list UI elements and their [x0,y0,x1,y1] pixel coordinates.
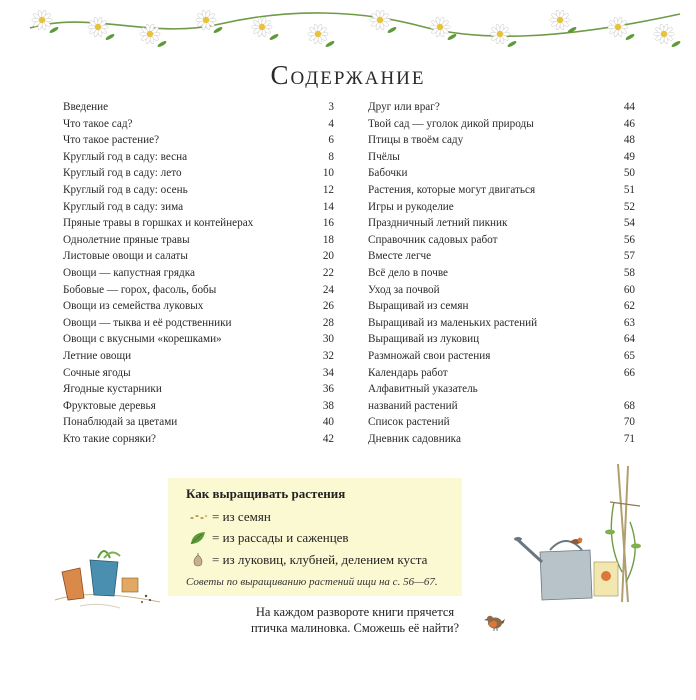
toc-entry [63,331,334,348]
toc-entry [63,398,334,415]
page-title: Содержание [270,60,426,90]
toc-entry-title: Летние овощи [63,349,132,362]
toc-entry [368,149,635,166]
toc-entry [63,248,334,265]
toc-entry-title: Растения, которые могут двигаться [368,183,536,196]
seedling-leaf-icon [188,531,208,545]
toc-entry [368,431,635,448]
toc-entry-title: Выращивай из маленьких растений [368,316,538,329]
toc-entry-page: 58 [623,266,635,279]
daisy-flower-icon [88,17,115,41]
daisy-flower-icon [430,17,457,41]
toc-entry-page: 63 [623,316,635,329]
seeds-icon [188,510,208,524]
toc-entry-page: 46 [623,117,635,130]
daisy-flower-icon [32,10,59,34]
toc-entry [368,116,635,133]
toc-entry-page: 50 [623,167,635,180]
toc-entry [368,248,635,265]
toc-entry-title: Овощи — тыква и её родственники [63,316,232,329]
toc-entry [368,282,635,299]
legend-item-seedlings-text: = из рассады и саженцев [212,530,349,545]
daisy-garland-illustration [0,0,696,60]
toc-entry-title: Введение [63,101,109,113]
toc-entry-title: Список растений [368,416,450,429]
toc-entry [368,381,635,398]
toc-entry-page: 36 [322,383,334,396]
toc-entry-page: 18 [322,233,334,246]
toc-entry-title: Вместе легче [368,250,432,263]
bulb-icon [188,553,208,567]
robin-note-line-1: На каждом развороте книги прячется [255,605,455,619]
toc-entry-title: Что такое растение? [63,134,160,147]
toc-entry [63,298,334,315]
toc-entry-title: Круглый год в саду: весна [63,150,188,163]
legend-item-seeds [188,509,271,525]
toc-entry-title: Овощи с вкусными «корешками» [63,333,222,346]
toc-entry [63,232,334,249]
toc-entry-title: Дневник садовника [368,432,461,445]
toc-entry-title: названий растений [368,399,458,412]
daisy-flower-icon [608,17,635,41]
toc-entry-page: 30 [322,333,334,346]
toc-entry-title: Кто такие сорняки? [63,432,157,445]
toc-entry-title: Листовые овощи и салаты [63,250,188,263]
toc-entry [63,414,334,431]
toc-entry-title: Фруктовые деревья [63,399,156,412]
toc-entry [63,116,334,133]
toc-entry-page: 44 [623,101,635,113]
daisy-flower-icon [308,24,335,48]
toc-entry-title: Размножай свои растения [368,349,491,362]
toc-entry [63,365,334,382]
toc-entry-title: Бобовые — горох, фасоль, бобы [63,283,217,296]
toc-entry [368,182,635,199]
toc-entry-title: Выращивай из семян [368,300,469,313]
toc-entry-page: 52 [623,200,635,213]
toc-entry-title: Ягодные кустарники [63,383,162,396]
toc-entry-page: 65 [623,349,635,362]
legend-note: Советы по выращиванию растений ищи на с. 56—67. [186,576,438,588]
toc-entry [63,132,334,149]
toc-entry [63,165,334,182]
toc-entry-page: 56 [623,233,635,246]
legend-item-bulbs-text: = из луковиц, клубней, делением куста [212,552,428,567]
toc-entry-page: 49 [623,150,635,163]
toc-entry-page: 71 [623,432,635,445]
toc-entry-page: 10 [322,167,334,180]
toc-entry-page: 66 [623,366,635,379]
toc-entry-title: Уход за почвой [368,283,440,296]
toc-entry [368,348,635,365]
toc-entry-title: Овощи из семейства луковых [63,300,204,313]
daisy-flower-icon [252,17,279,41]
toc-entry-page: 4 [328,117,334,130]
toc-entry-title: Бабочки [368,167,408,180]
toc-entry-page: 57 [623,250,635,263]
toc-entry-page: 26 [322,300,334,313]
toc-entry [63,215,334,232]
toc-entry [63,431,334,448]
toc-entry-page: 70 [623,416,635,429]
toc-entry-page: 62 [623,300,635,313]
toc-entry-title: Пчёлы [368,150,400,163]
toc-entry-title: Круглый год в саду: зима [63,200,184,213]
toc-entry [63,381,334,398]
robin-note-line-2: птичка малиновка. Сможешь её найти? [250,621,460,635]
toc-entry [368,298,635,315]
toc-entry-title: Игры и рукоделие [368,200,454,213]
toc-entry-page: 28 [322,316,334,329]
legend-title: Как выращивать растения [186,486,346,501]
toc-entry [63,99,334,116]
robin-bird-icon [484,610,506,632]
toc-entry-page: 22 [322,266,334,279]
toc-entry-page: 12 [322,183,334,196]
toc-entry-page: 24 [322,283,334,296]
toc-entry [368,265,635,282]
toc-entry-page: 20 [322,250,334,263]
toc-entry-page: 48 [623,134,635,147]
toc-entry [368,414,635,431]
toc-entry-title: Справочник садовых работ [368,233,498,246]
toc-entry [63,265,334,282]
toc-entry-title: Круглый год в саду: осень [63,183,188,196]
toc-entry-page: 8 [328,150,334,163]
toc-entry-title: Понаблюдай за цветами [63,416,178,429]
legend-item-seedlings [188,530,349,546]
toc-entry-page: 40 [322,416,334,429]
toc-entry-page: 34 [322,366,334,379]
toc-entry [63,348,334,365]
toc-entry-page: 51 [623,183,635,196]
toc-entry [368,165,635,182]
toc-entry [63,199,334,216]
daisy-flower-icon [196,10,223,34]
toc-entry-page: 32 [322,349,334,362]
legend-item-seeds-text: = из семян [212,509,271,524]
legend-item-bulbs [188,552,427,568]
toc-entry-title: Однолетние пряные травы [63,233,190,246]
toc-entry [368,99,635,116]
daisy-flower-icon [654,24,681,48]
toc-entry-page: 54 [623,217,635,230]
toc-entry-title: Пряные травы в горшках и контейнерах [63,217,254,230]
garden-pots-illustration [50,540,165,620]
toc-entry-page: 68 [623,399,635,412]
toc-entry-title: Календарь работ [368,366,448,379]
toc-entry [368,232,635,249]
toc-entry-title: Круглый год в саду: лето [63,167,182,180]
toc-entry [368,132,635,149]
toc-column-left [63,99,334,447]
toc-entry [368,365,635,382]
toc-entry-title: Что такое сад? [63,117,133,130]
toc-entry [63,315,334,332]
toc-entry-title: Праздничный летний пикник [368,217,508,230]
daisy-flower-icon [550,10,577,34]
toc-entry-title: Всё дело в почве [368,266,449,279]
toc-entry [63,282,334,299]
toc-entry-page: 6 [328,134,334,147]
toc-entry-page: 16 [322,217,334,230]
toc-entry-title: Твой сад — уголок дикой природы [368,117,534,130]
toc-entry-page: 64 [623,333,635,346]
toc-entry-page: 3 [328,101,334,113]
toc-entry-title: Выращивай из луковиц [368,333,480,346]
daisy-flower-icon [370,10,397,34]
toc-entry-title: Друг или враг? [368,101,440,113]
toc-entry [63,149,334,166]
robin-note [220,604,490,636]
toc-entry [368,398,635,415]
toc-entry [368,315,635,332]
toc-entry-page: 38 [322,399,334,412]
toc-entry-title: Сочные ягоды [63,366,131,379]
toc-column-right [368,99,635,447]
toc-entry [368,199,635,216]
toc-entry-page: 60 [623,283,635,296]
toc-entry [63,182,334,199]
toc-entry-page: 42 [322,432,334,445]
watering-can-illustration [510,462,660,612]
toc-entry [368,331,635,348]
toc-entry [368,215,635,232]
toc-entry-title: Алфавитный указатель [368,383,478,396]
toc-entry-title: Птицы в твоём саду [368,134,464,147]
legend-box [168,478,462,596]
toc-entry-title: Овощи — капустная грядка [63,266,195,279]
toc-entry-page: 14 [322,200,334,213]
